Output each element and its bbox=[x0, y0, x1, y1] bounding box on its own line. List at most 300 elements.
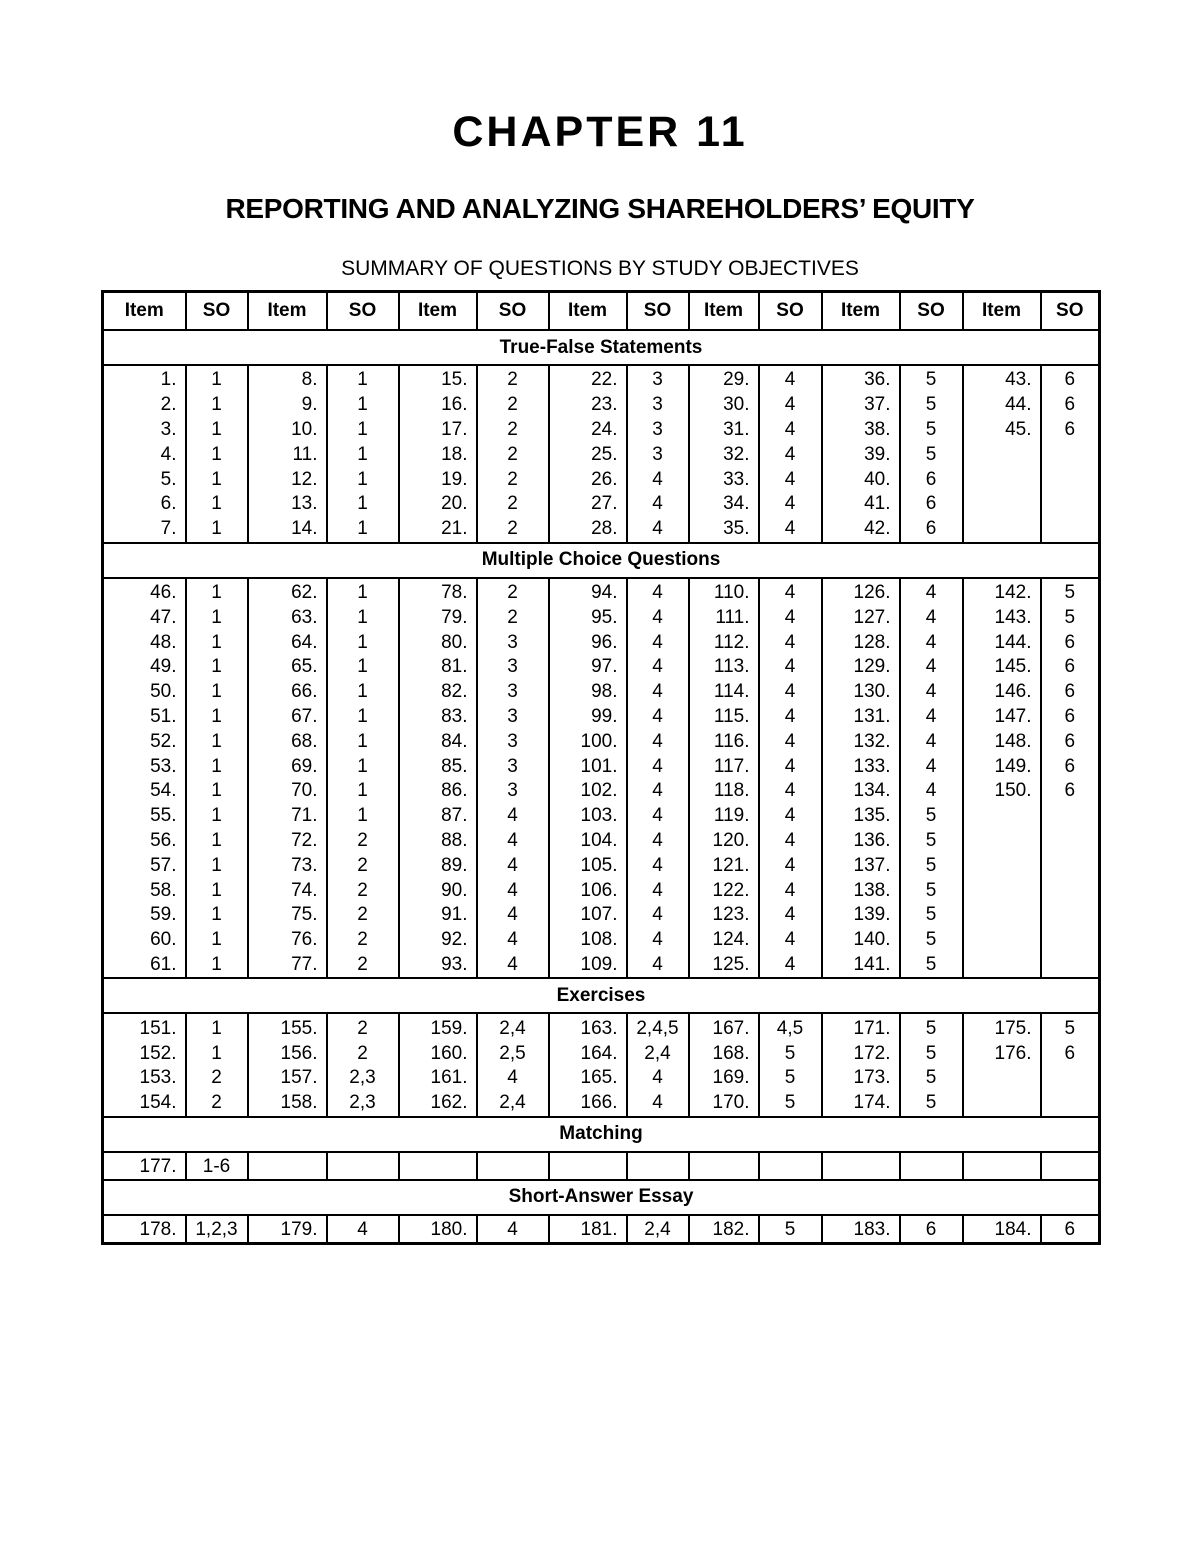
so-cell: 3 bbox=[627, 442, 689, 467]
item-cell bbox=[963, 878, 1041, 903]
table-row bbox=[103, 393, 1100, 418]
item-cell: 82. bbox=[399, 680, 477, 705]
item-cell: 61. bbox=[103, 953, 186, 979]
item-cell: 161. bbox=[399, 1066, 477, 1091]
so-cell: 5 bbox=[759, 1066, 822, 1091]
table-row bbox=[103, 1091, 1100, 1117]
so-cell: 6 bbox=[1041, 1215, 1100, 1244]
so-cell: 1 bbox=[186, 903, 248, 928]
so-cell: 4 bbox=[759, 467, 822, 492]
item-cell bbox=[963, 804, 1041, 829]
item-cell: 133. bbox=[822, 754, 900, 779]
so-cell: 4 bbox=[759, 853, 822, 878]
so-cell: 4 bbox=[759, 779, 822, 804]
item-cell bbox=[963, 467, 1041, 492]
so-cell: 1 bbox=[327, 605, 399, 630]
so-cell: 1 bbox=[327, 442, 399, 467]
item-cell: 57. bbox=[103, 853, 186, 878]
item-cell: 98. bbox=[549, 680, 627, 705]
so-cell: 1 bbox=[186, 680, 248, 705]
item-cell: 134. bbox=[822, 779, 900, 804]
item-cell: 52. bbox=[103, 729, 186, 754]
item-cell: 126. bbox=[822, 578, 900, 606]
item-cell: 143. bbox=[963, 605, 1041, 630]
table-row bbox=[103, 492, 1100, 517]
so-cell: 4 bbox=[477, 878, 549, 903]
so-cell: 2 bbox=[477, 442, 549, 467]
so-cell: 5 bbox=[759, 1041, 822, 1066]
item-cell: 150. bbox=[963, 779, 1041, 804]
item-cell: 40. bbox=[822, 467, 900, 492]
item-cell: 156. bbox=[248, 1041, 327, 1066]
item-cell: 107. bbox=[549, 903, 627, 928]
item-cell: 160. bbox=[399, 1041, 477, 1066]
section-rows bbox=[103, 1152, 1100, 1180]
item-cell: 36. bbox=[822, 365, 900, 393]
item-cell: 157. bbox=[248, 1066, 327, 1091]
so-cell: 5 bbox=[900, 878, 963, 903]
item-cell: 184. bbox=[963, 1215, 1041, 1244]
so-cell: 6 bbox=[900, 492, 963, 517]
so-cell: 3 bbox=[477, 754, 549, 779]
so-cell: 3 bbox=[477, 705, 549, 730]
so-cell: 2,3 bbox=[327, 1091, 399, 1117]
column-header-item: Item bbox=[399, 292, 477, 331]
so-cell: 4 bbox=[477, 1215, 549, 1244]
table-row bbox=[103, 829, 1100, 854]
column-header-so: SO bbox=[186, 292, 248, 331]
table-row bbox=[103, 680, 1100, 705]
item-cell: 108. bbox=[549, 928, 627, 953]
item-cell: 162. bbox=[399, 1091, 477, 1117]
so-cell: 2 bbox=[477, 578, 549, 606]
item-cell: 138. bbox=[822, 878, 900, 903]
table-row bbox=[103, 1152, 1100, 1180]
so-cell: 1 bbox=[186, 754, 248, 779]
so-cell: 4 bbox=[627, 829, 689, 854]
so-cell bbox=[1041, 1152, 1100, 1180]
summary-title: SUMMARY OF QUESTIONS BY STUDY OBJECTIVES bbox=[341, 257, 859, 280]
so-cell: 3 bbox=[477, 630, 549, 655]
column-header-so: SO bbox=[900, 292, 963, 331]
so-cell: 1 bbox=[186, 1041, 248, 1066]
item-cell: 167. bbox=[689, 1013, 759, 1041]
section-header-row bbox=[103, 978, 1100, 1013]
so-cell: 5 bbox=[900, 953, 963, 979]
study-objectives-table bbox=[101, 290, 1101, 1245]
section-header-group bbox=[103, 1180, 1100, 1215]
so-cell: 4 bbox=[759, 705, 822, 730]
so-cell: 2 bbox=[327, 1013, 399, 1041]
so-cell: 4 bbox=[900, 630, 963, 655]
item-cell bbox=[963, 1066, 1041, 1091]
so-cell: 2,5 bbox=[477, 1041, 549, 1066]
so-cell: 4 bbox=[759, 729, 822, 754]
so-cell: 4 bbox=[759, 418, 822, 443]
so-cell bbox=[1041, 804, 1100, 829]
so-cell: 6 bbox=[1041, 365, 1100, 393]
so-cell: 1 bbox=[186, 1013, 248, 1041]
item-cell: 20. bbox=[399, 492, 477, 517]
so-cell: 5 bbox=[900, 928, 963, 953]
so-cell: 4 bbox=[627, 853, 689, 878]
item-cell: 84. bbox=[399, 729, 477, 754]
item-cell: 64. bbox=[248, 630, 327, 655]
table-row bbox=[103, 1013, 1100, 1041]
item-cell bbox=[963, 928, 1041, 953]
so-cell: 1 bbox=[327, 467, 399, 492]
item-cell: 56. bbox=[103, 829, 186, 854]
so-cell: 4 bbox=[327, 1215, 399, 1244]
table-row bbox=[103, 578, 1100, 606]
column-header-so: SO bbox=[627, 292, 689, 331]
item-cell: 93. bbox=[399, 953, 477, 979]
chapter-title: CHAPTER 11 bbox=[452, 108, 748, 156]
so-cell bbox=[759, 1152, 822, 1180]
so-cell: 1 bbox=[186, 605, 248, 630]
item-cell: 142. bbox=[963, 578, 1041, 606]
column-header-item: Item bbox=[689, 292, 759, 331]
so-cell bbox=[1041, 442, 1100, 467]
section-title: True-False Statements bbox=[103, 330, 1100, 365]
item-cell: 92. bbox=[399, 928, 477, 953]
item-cell: 130. bbox=[822, 680, 900, 705]
item-cell: 68. bbox=[248, 729, 327, 754]
section-header-group bbox=[103, 1117, 1100, 1152]
so-cell bbox=[1041, 878, 1100, 903]
so-cell: 3 bbox=[477, 779, 549, 804]
column-header-item: Item bbox=[549, 292, 627, 331]
so-cell: 6 bbox=[1041, 655, 1100, 680]
item-cell: 136. bbox=[822, 829, 900, 854]
so-cell: 4 bbox=[627, 630, 689, 655]
table-row bbox=[103, 1041, 1100, 1066]
so-cell: 4 bbox=[627, 903, 689, 928]
item-cell: 103. bbox=[549, 804, 627, 829]
so-cell: 1 bbox=[186, 492, 248, 517]
so-cell bbox=[1041, 928, 1100, 953]
item-cell: 87. bbox=[399, 804, 477, 829]
so-cell: 6 bbox=[1041, 705, 1100, 730]
so-cell: 6 bbox=[1041, 729, 1100, 754]
document-title: REPORTING AND ANALYZING SHAREHOLDERS’ EQUITY bbox=[225, 193, 975, 224]
item-cell: 95. bbox=[549, 605, 627, 630]
item-cell: 21. bbox=[399, 517, 477, 543]
item-cell: 169. bbox=[689, 1066, 759, 1091]
so-cell: 4 bbox=[477, 903, 549, 928]
so-cell: 4 bbox=[627, 467, 689, 492]
so-cell: 1 bbox=[186, 878, 248, 903]
item-cell: 182. bbox=[689, 1215, 759, 1244]
item-cell: 46. bbox=[103, 578, 186, 606]
item-cell: 154. bbox=[103, 1091, 186, 1117]
so-cell: 1 bbox=[186, 655, 248, 680]
table-row bbox=[103, 655, 1100, 680]
item-cell: 99. bbox=[549, 705, 627, 730]
so-cell: 4 bbox=[477, 853, 549, 878]
so-cell bbox=[1041, 1091, 1100, 1117]
item-cell: 148. bbox=[963, 729, 1041, 754]
item-cell: 172. bbox=[822, 1041, 900, 1066]
item-cell: 178. bbox=[103, 1215, 186, 1244]
item-cell: 47. bbox=[103, 605, 186, 630]
item-cell: 121. bbox=[689, 853, 759, 878]
item-cell: 102. bbox=[549, 779, 627, 804]
item-cell: 44. bbox=[963, 393, 1041, 418]
so-cell: 4 bbox=[477, 829, 549, 854]
item-cell: 175. bbox=[963, 1013, 1041, 1041]
item-cell: 96. bbox=[549, 630, 627, 655]
item-cell: 152. bbox=[103, 1041, 186, 1066]
section-header-group bbox=[103, 978, 1100, 1013]
item-cell: 91. bbox=[399, 903, 477, 928]
item-cell: 164. bbox=[549, 1041, 627, 1066]
so-cell: 2 bbox=[327, 928, 399, 953]
item-cell: 97. bbox=[549, 655, 627, 680]
column-header-item: Item bbox=[822, 292, 900, 331]
item-cell: 63. bbox=[248, 605, 327, 630]
so-cell: 3 bbox=[627, 393, 689, 418]
so-cell: 6 bbox=[900, 1215, 963, 1244]
so-cell: 4,5 bbox=[759, 1013, 822, 1041]
item-cell: 19. bbox=[399, 467, 477, 492]
so-cell: 4 bbox=[900, 680, 963, 705]
so-cell: 4 bbox=[477, 928, 549, 953]
so-cell: 6 bbox=[1041, 779, 1100, 804]
so-cell: 1 bbox=[327, 680, 399, 705]
item-cell: 145. bbox=[963, 655, 1041, 680]
item-cell: 137. bbox=[822, 853, 900, 878]
item-cell: 22. bbox=[549, 365, 627, 393]
so-cell: 2 bbox=[186, 1091, 248, 1117]
item-cell: 38. bbox=[822, 418, 900, 443]
item-cell: 155. bbox=[248, 1013, 327, 1041]
so-cell: 5 bbox=[900, 1066, 963, 1091]
section-title: Exercises bbox=[103, 978, 1100, 1013]
table-row bbox=[103, 365, 1100, 393]
item-cell: 179. bbox=[248, 1215, 327, 1244]
item-cell: 24. bbox=[549, 418, 627, 443]
item-cell: 128. bbox=[822, 630, 900, 655]
so-cell: 1 bbox=[186, 442, 248, 467]
item-cell: 116. bbox=[689, 729, 759, 754]
item-cell bbox=[963, 953, 1041, 979]
item-cell: 62. bbox=[248, 578, 327, 606]
item-cell bbox=[248, 1152, 327, 1180]
item-cell: 15. bbox=[399, 365, 477, 393]
item-cell: 3. bbox=[103, 418, 186, 443]
so-cell: 4 bbox=[627, 754, 689, 779]
item-cell: 118. bbox=[689, 779, 759, 804]
so-cell: 1-6 bbox=[186, 1152, 248, 1180]
section-title: Short-Answer Essay bbox=[103, 1180, 1100, 1215]
so-cell: 2 bbox=[186, 1066, 248, 1091]
section-title: Matching bbox=[103, 1117, 1100, 1152]
so-cell: 5 bbox=[900, 393, 963, 418]
table-row bbox=[103, 804, 1100, 829]
item-cell: 125. bbox=[689, 953, 759, 979]
item-cell: 60. bbox=[103, 928, 186, 953]
item-cell: 135. bbox=[822, 804, 900, 829]
column-header-item: Item bbox=[248, 292, 327, 331]
so-cell: 6 bbox=[1041, 754, 1100, 779]
so-cell: 1 bbox=[327, 804, 399, 829]
item-cell: 120. bbox=[689, 829, 759, 854]
so-cell: 4 bbox=[627, 779, 689, 804]
item-cell: 75. bbox=[248, 903, 327, 928]
so-cell: 1 bbox=[186, 853, 248, 878]
item-cell: 14. bbox=[248, 517, 327, 543]
so-cell: 5 bbox=[900, 1041, 963, 1066]
item-cell: 39. bbox=[822, 442, 900, 467]
item-cell: 12. bbox=[248, 467, 327, 492]
item-cell: 79. bbox=[399, 605, 477, 630]
item-cell: 30. bbox=[689, 393, 759, 418]
item-cell: 9. bbox=[248, 393, 327, 418]
so-cell: 2,3 bbox=[327, 1066, 399, 1091]
item-cell: 6. bbox=[103, 492, 186, 517]
item-cell: 165. bbox=[549, 1066, 627, 1091]
so-cell: 2,4,5 bbox=[627, 1013, 689, 1041]
so-cell: 2 bbox=[327, 903, 399, 928]
so-cell: 5 bbox=[900, 442, 963, 467]
so-cell: 2,4 bbox=[477, 1091, 549, 1117]
so-cell: 5 bbox=[1041, 1013, 1100, 1041]
item-cell: 1. bbox=[103, 365, 186, 393]
table-row bbox=[103, 442, 1100, 467]
section-header-row bbox=[103, 1180, 1100, 1215]
so-cell: 4 bbox=[627, 928, 689, 953]
so-cell: 4 bbox=[759, 517, 822, 543]
column-header-so: SO bbox=[759, 292, 822, 331]
table-row bbox=[103, 928, 1100, 953]
item-cell: 163. bbox=[549, 1013, 627, 1041]
so-cell: 4 bbox=[759, 754, 822, 779]
item-cell: 43. bbox=[963, 365, 1041, 393]
so-cell: 5 bbox=[900, 418, 963, 443]
so-cell: 1 bbox=[186, 365, 248, 393]
so-cell: 4 bbox=[627, 804, 689, 829]
so-cell: 5 bbox=[900, 804, 963, 829]
so-cell: 5 bbox=[1041, 605, 1100, 630]
item-cell: 25. bbox=[549, 442, 627, 467]
so-cell bbox=[1041, 829, 1100, 854]
item-cell: 27. bbox=[549, 492, 627, 517]
so-cell: 4 bbox=[759, 442, 822, 467]
item-cell: 113. bbox=[689, 655, 759, 680]
so-cell: 2 bbox=[477, 418, 549, 443]
so-cell: 4 bbox=[759, 903, 822, 928]
so-cell: 4 bbox=[627, 705, 689, 730]
column-header-item: Item bbox=[103, 292, 186, 331]
so-cell: 5 bbox=[900, 1091, 963, 1117]
item-cell: 35. bbox=[689, 517, 759, 543]
so-cell: 4 bbox=[477, 1066, 549, 1091]
so-cell: 2 bbox=[477, 467, 549, 492]
so-cell: 4 bbox=[759, 655, 822, 680]
so-cell: 1,2,3 bbox=[186, 1215, 248, 1244]
item-cell: 151. bbox=[103, 1013, 186, 1041]
item-cell: 147. bbox=[963, 705, 1041, 730]
so-cell: 4 bbox=[627, 1066, 689, 1091]
so-cell bbox=[1041, 853, 1100, 878]
so-cell: 2 bbox=[327, 953, 399, 979]
item-cell: 122. bbox=[689, 878, 759, 903]
item-cell: 129. bbox=[822, 655, 900, 680]
table-row bbox=[103, 705, 1100, 730]
so-cell: 4 bbox=[759, 680, 822, 705]
item-cell: 34. bbox=[689, 492, 759, 517]
item-cell: 53. bbox=[103, 754, 186, 779]
item-cell: 101. bbox=[549, 754, 627, 779]
item-cell: 42. bbox=[822, 517, 900, 543]
item-cell: 37. bbox=[822, 393, 900, 418]
item-cell: 77. bbox=[248, 953, 327, 979]
section-header-row bbox=[103, 330, 1100, 365]
item-cell: 117. bbox=[689, 754, 759, 779]
so-cell: 3 bbox=[477, 729, 549, 754]
so-cell bbox=[1041, 467, 1100, 492]
table-row bbox=[103, 779, 1100, 804]
so-cell: 4 bbox=[900, 779, 963, 804]
item-cell: 72. bbox=[248, 829, 327, 854]
item-cell bbox=[963, 853, 1041, 878]
item-cell: 183. bbox=[822, 1215, 900, 1244]
item-cell bbox=[963, 1091, 1041, 1117]
item-cell: 16. bbox=[399, 393, 477, 418]
item-cell: 66. bbox=[248, 680, 327, 705]
item-cell: 158. bbox=[248, 1091, 327, 1117]
so-cell bbox=[327, 1152, 399, 1180]
item-cell: 45. bbox=[963, 418, 1041, 443]
column-header-so: SO bbox=[327, 292, 399, 331]
so-cell: 5 bbox=[900, 903, 963, 928]
item-cell: 8. bbox=[248, 365, 327, 393]
so-cell bbox=[477, 1152, 549, 1180]
item-cell: 26. bbox=[549, 467, 627, 492]
item-cell: 124. bbox=[689, 928, 759, 953]
section-rows bbox=[103, 1013, 1100, 1116]
section-title: Multiple Choice Questions bbox=[103, 543, 1100, 578]
item-cell: 51. bbox=[103, 705, 186, 730]
table-row bbox=[103, 903, 1100, 928]
item-cell: 177. bbox=[103, 1152, 186, 1180]
so-cell: 1 bbox=[327, 729, 399, 754]
so-cell: 4 bbox=[759, 804, 822, 829]
so-cell: 4 bbox=[627, 1091, 689, 1117]
item-cell: 146. bbox=[963, 680, 1041, 705]
so-cell: 5 bbox=[759, 1215, 822, 1244]
so-cell: 1 bbox=[186, 953, 248, 979]
table-row bbox=[103, 1215, 1100, 1244]
table-row bbox=[103, 878, 1100, 903]
item-cell: 176. bbox=[963, 1041, 1041, 1066]
item-cell bbox=[689, 1152, 759, 1180]
item-cell: 106. bbox=[549, 878, 627, 903]
item-cell: 139. bbox=[822, 903, 900, 928]
item-cell: 83. bbox=[399, 705, 477, 730]
so-cell: 5 bbox=[900, 853, 963, 878]
table-row bbox=[103, 1066, 1100, 1091]
so-cell: 4 bbox=[759, 878, 822, 903]
item-cell: 7. bbox=[103, 517, 186, 543]
item-cell: 67. bbox=[248, 705, 327, 730]
so-cell: 4 bbox=[627, 492, 689, 517]
table-row bbox=[103, 605, 1100, 630]
item-cell: 110. bbox=[689, 578, 759, 606]
so-cell: 2 bbox=[327, 1041, 399, 1066]
section-header-row bbox=[103, 543, 1100, 578]
